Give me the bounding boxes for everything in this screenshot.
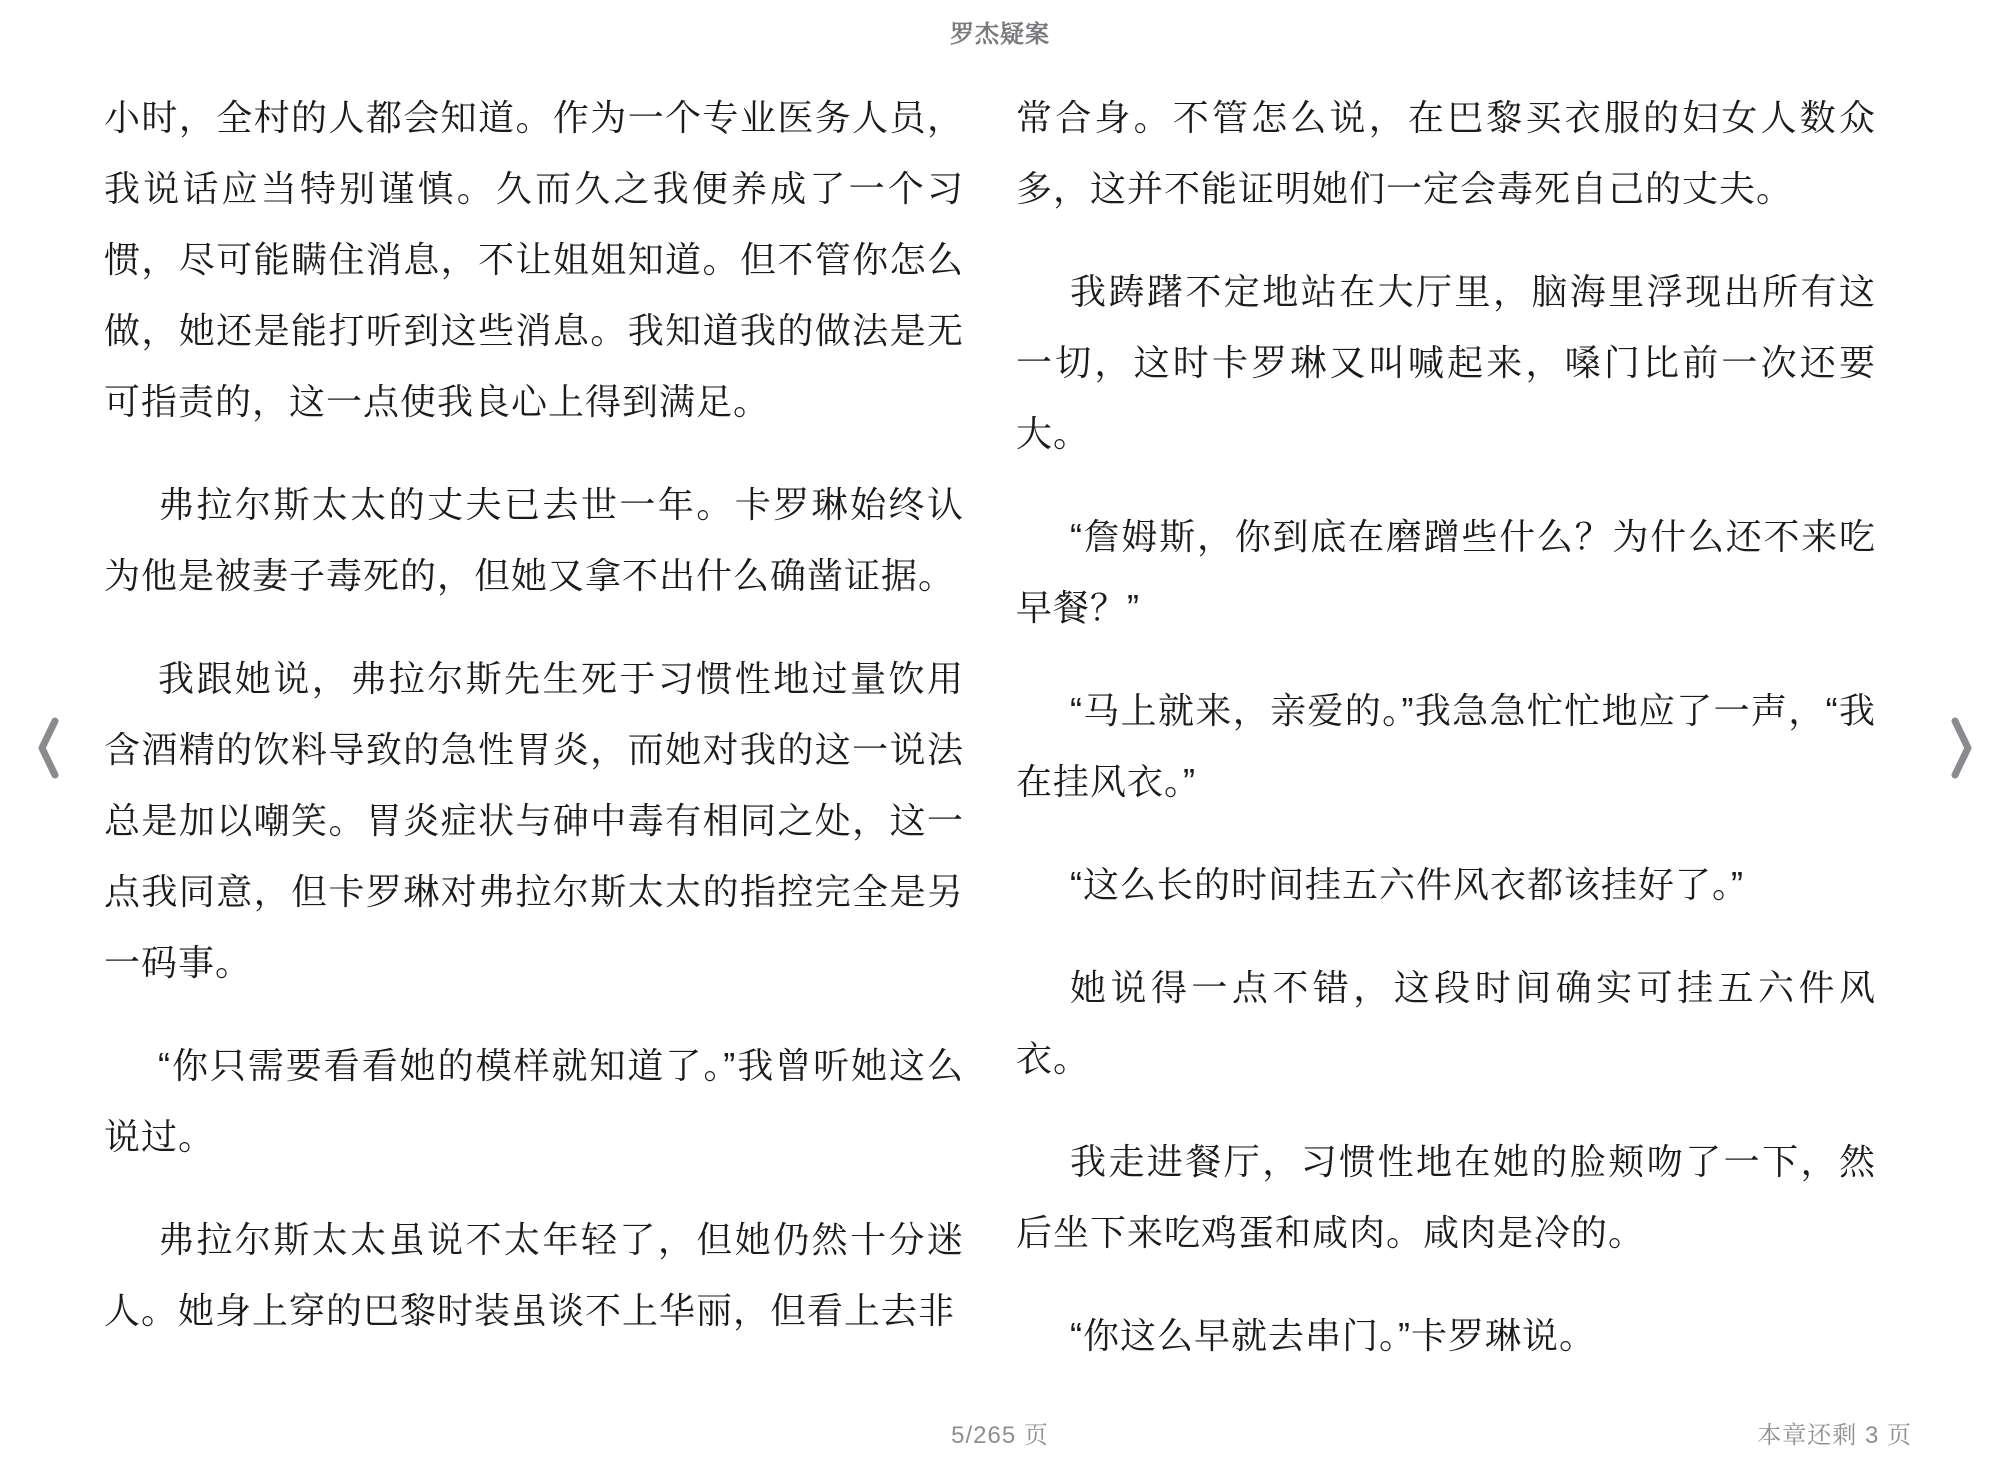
paragraph: 弗拉尔斯太太虽说不太年轻了，但她仍然十分迷人。她身上穿的巴黎时装虽谈不上华丽，但看上去非 [104,1219,964,1331]
paragraph: 我走进餐厅，习惯性地在她的脸颊吻了一下，然后坐下来吃鸡蛋和咸肉。咸肉是冷的。 [1016,1141,1876,1253]
chevron-right-icon [1949,716,1975,780]
right-column [1016,82,1876,1371]
paragraph: “马上就来，亲爱的。”我急急忙忙地应了一声，“我在挂风衣。” [1016,690,1876,802]
paragraph: “詹姆斯，你到底在磨蹭些什么？为什么还不来吃早餐？” [1016,516,1876,628]
book-title: 罗杰疑案 [950,21,1050,48]
paragraph: “你这么早就去串门。”卡罗琳说。 [1070,1315,1596,1356]
paragraph: “你只需要看看她的模样就知道了。”我曾听她这么说过。 [104,1045,964,1157]
paragraph: 她说得一点不错，这段时间确实可挂五六件风衣。 [1016,967,1876,1079]
chevron-left-icon [35,716,61,780]
page-indicator: 5/265 页 [951,1422,1049,1449]
next-page-button[interactable] [1942,714,1982,782]
paragraph: 小时，全村的人都会知道。作为一个专业医务人员，我说话应当特别谨慎。久而久之我便养成了一个习惯，尽可能瞒住消息，不让姐姐知道。但不管你怎么做，她还是能打听到这些消息。我知道我的做法是无可指责的，这一点使我良心上得到满足。 [104,97,964,422]
paragraph: “这么长的时间挂五六件风衣都该挂好了。” [1070,864,1744,905]
paragraph: 常合身。不管怎么说，在巴黎买衣服的妇女人数众多，这并不能证明她们一定会毒死自己的丈夫。 [1016,97,1876,209]
left-column [104,82,964,1371]
paragraph: 弗拉尔斯太太的丈夫已去世一年。卡罗琳始终认为他是被妻子毒死的，但她又拿不出什么确凿证据。 [104,484,964,596]
reading-area [104,82,1876,1371]
prev-page-button[interactable] [28,714,68,782]
paragraph: 我踌躇不定地站在大厅里，脑海里浮现出所有这一切，这时卡罗琳又叫喊起来，嗓门比前一次还要大。 [1016,271,1876,454]
paragraph: 我跟她说，弗拉尔斯先生死于习惯性地过量饮用含酒精的饮料导致的急性胃炎，而她对我的这一说法总是加以嘲笑。胃炎症状与砷中毒有相同之处，这一点我同意，但卡罗琳对弗拉尔斯太太的指控完全是另一码事。 [104,658,964,983]
chapter-pages-remaining: 本章还剩 3 页 [1757,1422,1912,1449]
